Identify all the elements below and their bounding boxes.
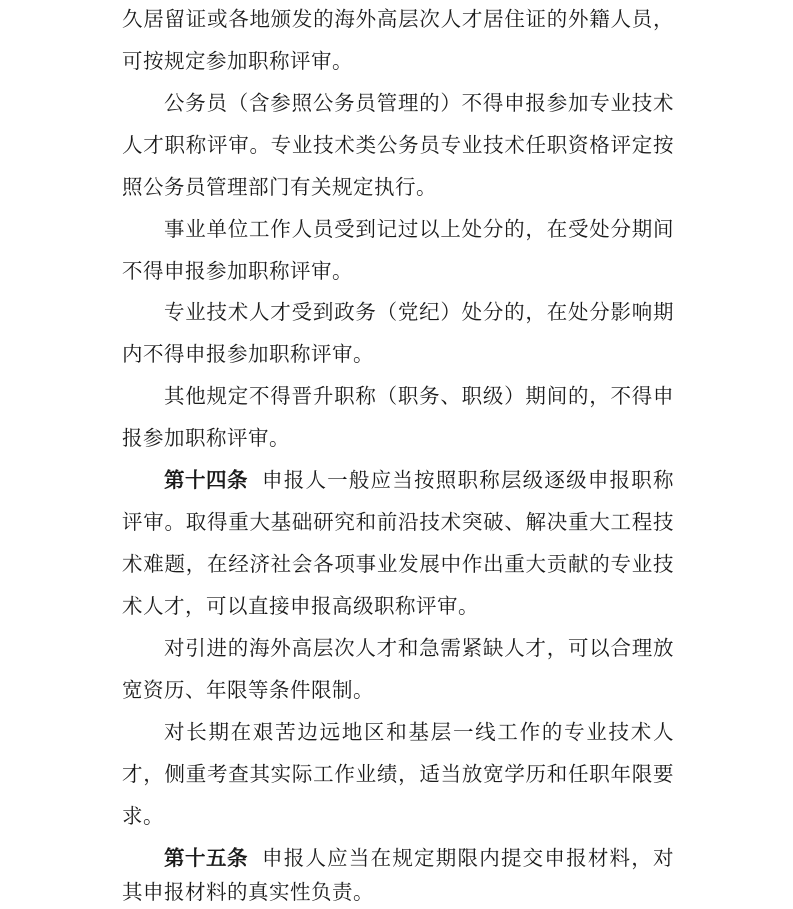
text-line: 求。 bbox=[122, 804, 164, 828]
article-number: 第十四条 bbox=[164, 468, 248, 492]
text-line: 术人才，可以直接申报高级职称评审。 bbox=[122, 594, 479, 618]
text-line: 术难题，在经济社会各项事业发展中作出重大贡献的专业技 bbox=[122, 552, 674, 576]
text-line: 申报人应当在规定期限内提交申报材料，对 bbox=[262, 846, 674, 870]
text-line: 对长期在艰苦边远地区和基层一线工作的专业技术人 bbox=[164, 720, 674, 744]
text-line: 其他规定不得晋升职称（职务、职级）期间的，不得申 bbox=[164, 384, 674, 408]
text-line: 申报人一般应当按照职称层级逐级申报职称 bbox=[262, 468, 674, 492]
text-line: 事业单位工作人员受到记过以上处分的，在受处分期间 bbox=[164, 217, 674, 241]
text-line: 报参加职称评审。 bbox=[122, 426, 290, 450]
text-line: 公务员（含参照公务员管理的）不得申报参加专业技术 bbox=[164, 91, 674, 115]
article-number: 第十五条 bbox=[164, 846, 248, 870]
text-line: 其申报材料的真实性负责。 bbox=[122, 880, 374, 904]
text-line: 对引进的海外高层次人才和急需紧缺人才，可以合理放 bbox=[164, 636, 674, 660]
text-line: 久居留证或各地颁发的海外高层次人才居住证的外籍人员， bbox=[122, 7, 674, 31]
text-line: 评审。取得重大基础研究和前沿技术突破、解决重大工程技 bbox=[122, 510, 674, 534]
text-line: 宽资历、年限等条件限制。 bbox=[122, 678, 374, 702]
text-line: 专业技术人才受到政务（党纪）处分的，在处分影响期 bbox=[164, 300, 674, 324]
text-line: 才，侧重考查其实际工作业绩，适当放宽学历和任职年限要 bbox=[122, 762, 674, 786]
text-line: 不得申报参加职称评审。 bbox=[122, 259, 353, 283]
text-line: 照公务员管理部门有关规定执行。 bbox=[122, 175, 437, 199]
article-line bbox=[164, 465, 674, 495]
article-line bbox=[164, 843, 674, 873]
text-line: 内不得申报参加职称评审。 bbox=[122, 342, 374, 366]
text-line: 可按规定参加职称评审。 bbox=[122, 49, 353, 73]
text-line: 人才职称评审。专业技术类公务员专业技术任职资格评定按 bbox=[122, 133, 674, 157]
